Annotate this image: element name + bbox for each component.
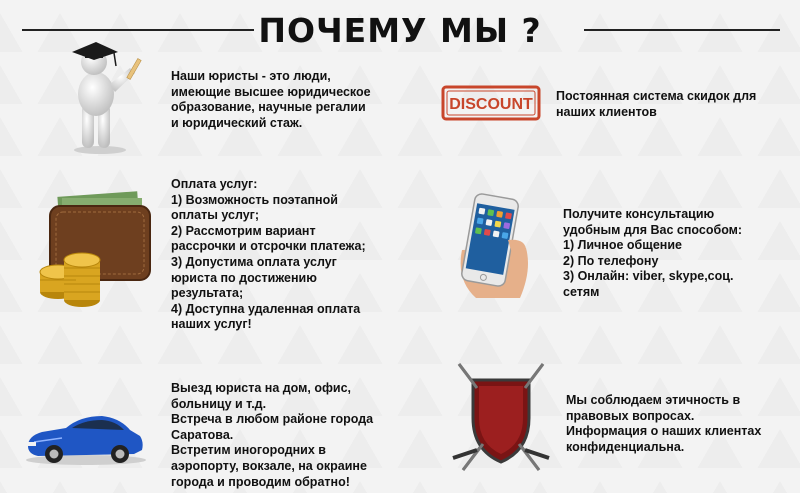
car-icon	[22, 408, 148, 466]
smartphone-icon	[452, 190, 534, 302]
discount-stamp-text: DISCOUNT	[449, 96, 533, 113]
shield-swords-icon	[447, 358, 555, 478]
payment-text: Оплата услуг: 1) Возможность поэтапной оплаты услуг; 2) Рассмотрим вариант рассрочки и отсрочки платежа; 3) Допустима оплата услуг юриста по достижению результата; 4) Доступна удаленная оплата наших услуг!	[171, 177, 366, 332]
wallet-coins-icon	[36, 188, 158, 310]
header-divider-right	[584, 29, 780, 31]
discount-stamp-icon	[440, 84, 542, 122]
education-text: Наши юристы - это люди, имеющие высшее юридическое образование, научные регалии и юридический стаж.	[171, 69, 371, 130]
consultation-text: Получите консультацию удобным для Вас способом: 1) Личное общение 2) По телефону 3) Онлайн: viber, skype,соц. сетям	[563, 207, 743, 299]
ethics-text: Мы соблюдаем этичность в правовых вопросах. Информация о наших клиентах конфиденциальна.	[566, 393, 762, 454]
discount-text: Постоянная система скидок для наших клиентов	[556, 89, 757, 119]
graduate-icon	[52, 38, 152, 156]
visit-text: Выезд юриста на дом, офис, больницу и т.д. Встреча в любом районе города Саратова. Встретим иногородних в аэропорту, вокзале, на окраине города и проводим обратно!	[171, 381, 374, 489]
page-title: ПОЧЕМУ МЫ ?	[258, 11, 542, 50]
